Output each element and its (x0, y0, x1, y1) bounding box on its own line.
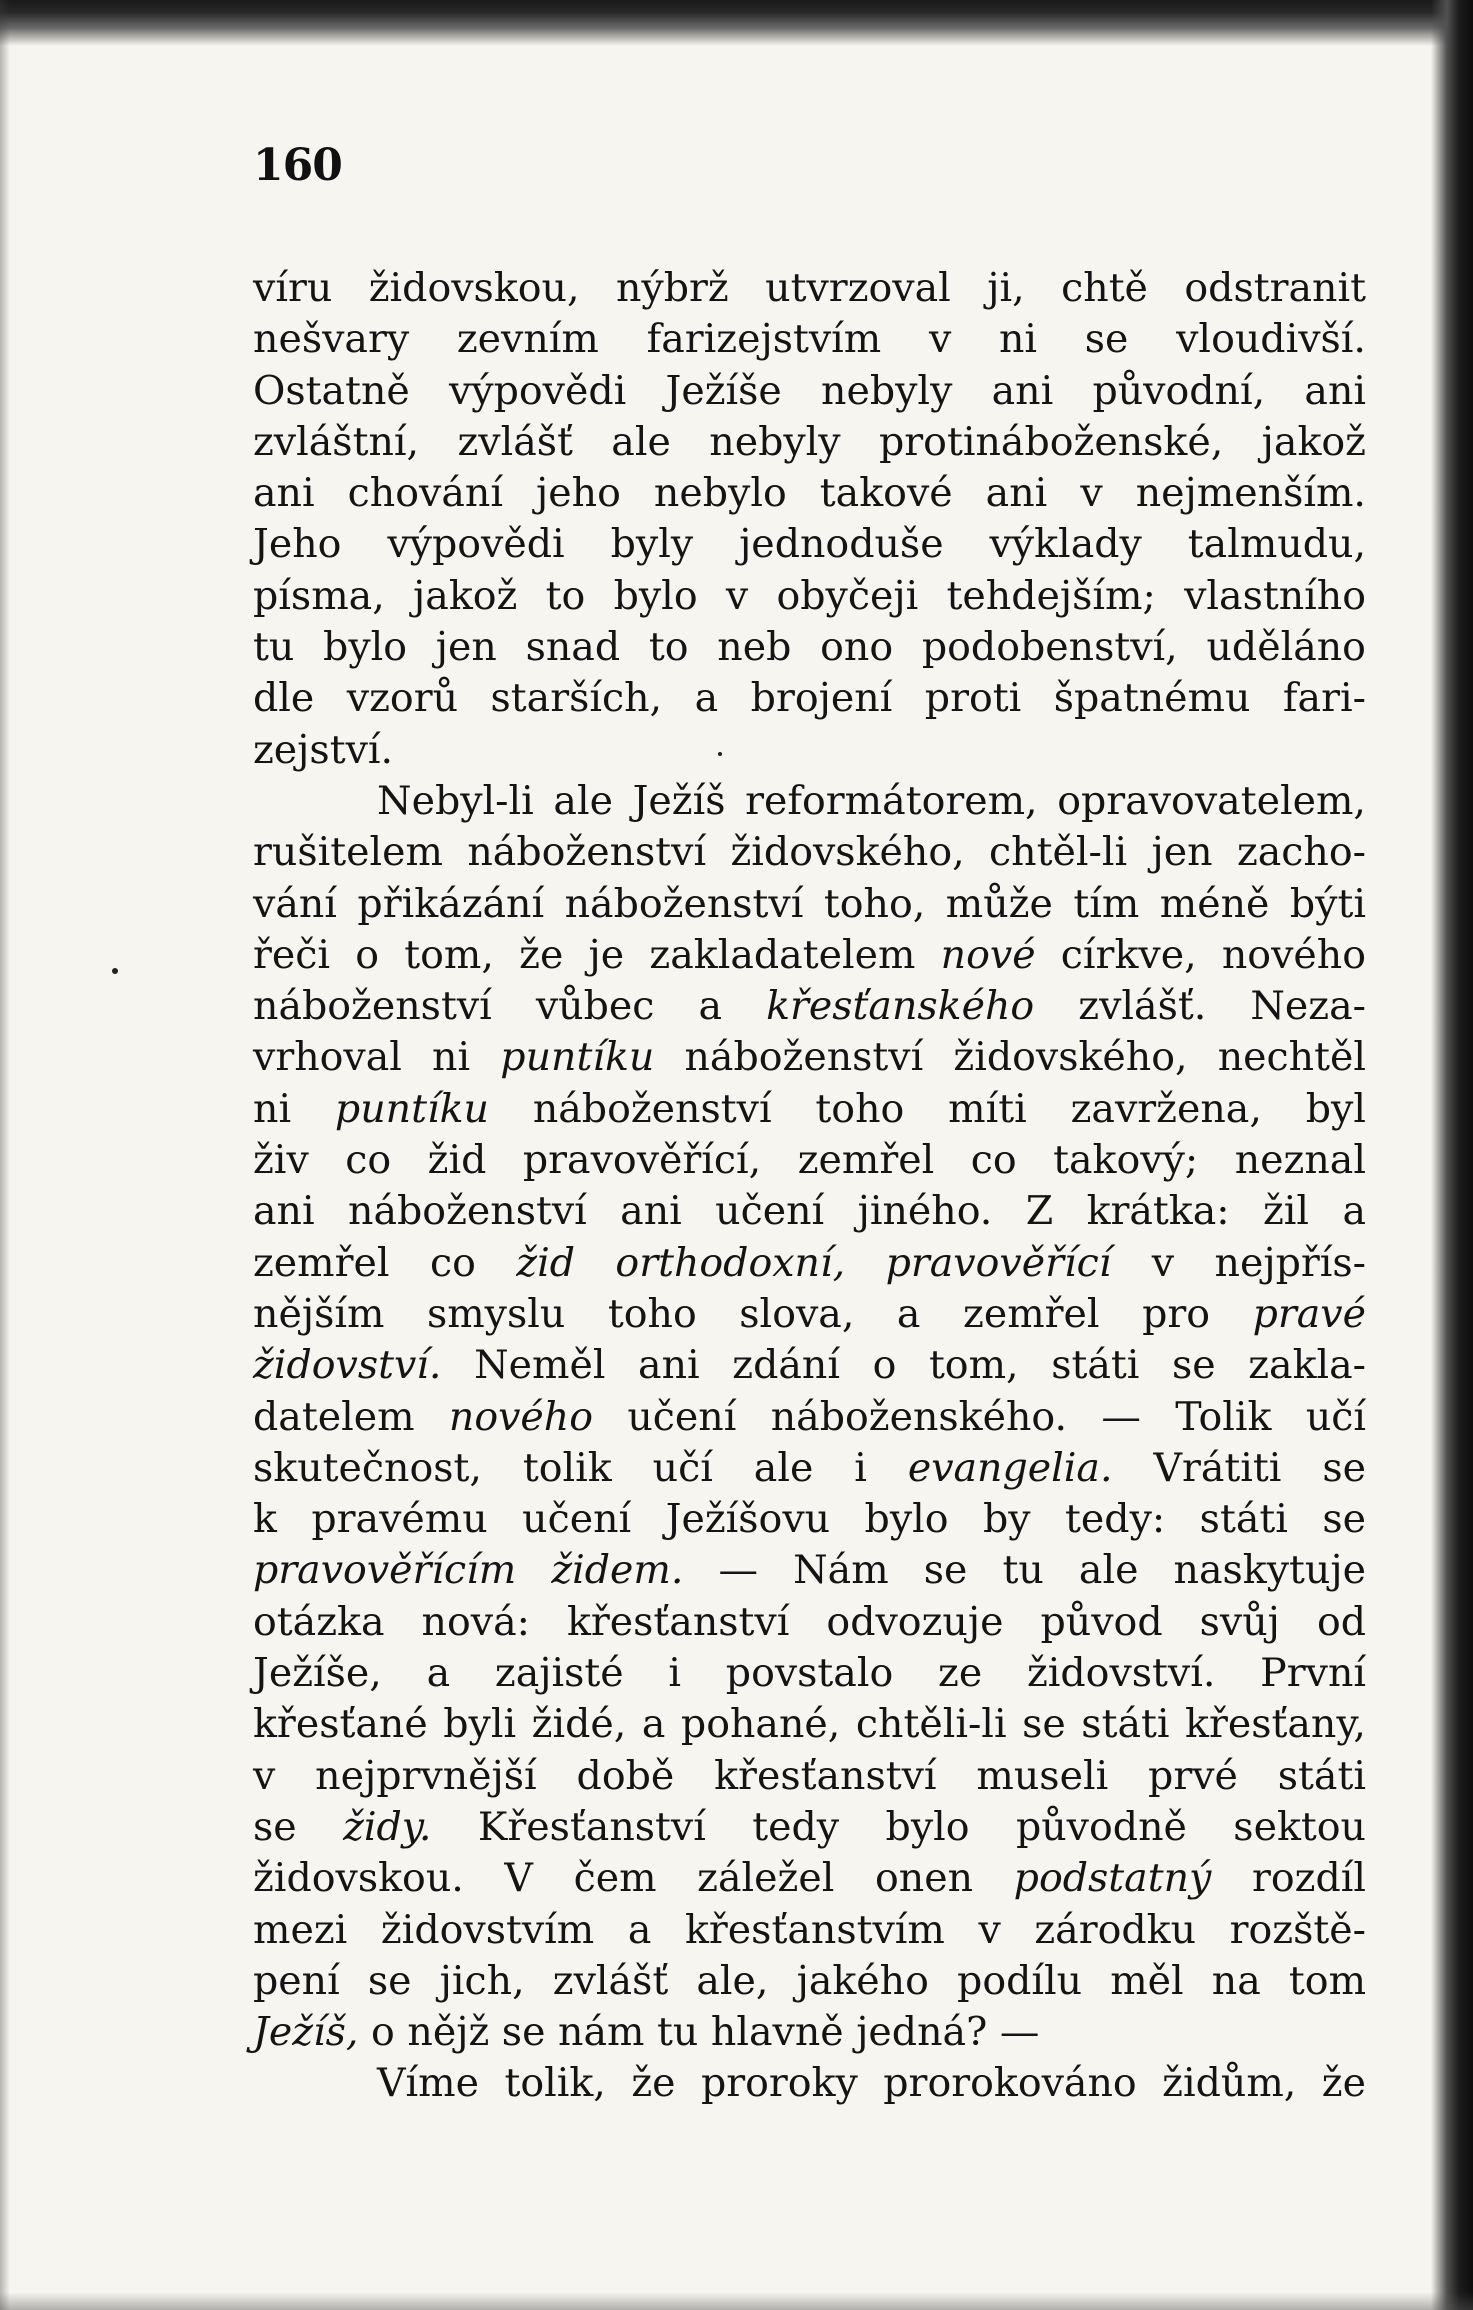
text-line: datelem nového učení náboženského. — Tolik učí (253, 1393, 1367, 1440)
text-line: židovství. Neměl ani zdání o tom, státi se zakla- (253, 1342, 1367, 1389)
ink-speck (112, 968, 118, 974)
text-line: tu bylo jen snad to neb ono podobenství, uděláno (253, 624, 1366, 671)
text-line: pravověřícím židem. — Nám se tu ale naskytuje (253, 1547, 1366, 1594)
text-line: vrhoval ni puntíku náboženství židovského, nechtěl (253, 1034, 1366, 1081)
scan-top-edge-shadow (0, 0, 1473, 46)
text-line: v nejprvnější době křesťanství museli prvé státi (253, 1752, 1366, 1799)
text-line: řeči o tom, že je zakladatelem nové církve, nového (253, 931, 1366, 978)
text-line: mezi židovstvím a křesťanstvím v zárodku rozště- (253, 1906, 1366, 1953)
text-line: ni puntíku náboženství toho míti zavržena, byl (253, 1085, 1366, 1132)
text-line: pení se jich, zvlášť ale, jakého podílu měl na tom (253, 1957, 1367, 2004)
italic-emphasis: evangelia. (907, 1444, 1113, 1491)
italic-emphasis: židovství. (253, 1342, 442, 1389)
text-line: živ co žid pravověřící, zemřel co takový; neznal (253, 1137, 1366, 1184)
text-line: víru židovskou, nýbrž utvrzoval ji, chtě odstranit (253, 265, 1366, 311)
text-line: ani náboženství ani učení jiného. Z krátka: žil a (253, 1188, 1367, 1235)
scan-right-edge-shadow (1431, 0, 1473, 2310)
text-line-paragraph-start: Nebyl-li ale Ježíš reformátorem, opravovatelem, (377, 777, 1366, 824)
text-line: nešvary zevním farizejstvím v ni se vloudivší. (253, 316, 1366, 363)
scan-left-edge-shadow (0, 0, 10, 2310)
italic-emphasis: puntíku (500, 1034, 655, 1081)
text-line: otázka nová: křesťanství odvozuje původ svůj od (253, 1598, 1367, 1645)
text-line: Ježíš, o nějž se nám tu hlavně jedná? — (253, 2009, 1040, 2056)
italic-emphasis: nového (448, 1393, 594, 1440)
text-line: se židy. Křesťanství tedy bylo původně sektou (253, 1803, 1366, 1850)
italic-emphasis: podstatný (1013, 1855, 1212, 1902)
italic-emphasis: Ježíš, (253, 2009, 359, 2056)
text-line: křesťané byli židé, a pohané, chtěli-li se státi křesťany, (253, 1701, 1366, 1748)
text-line-paragraph-start: Víme tolik, že proroky prorokováno židům, že (377, 2060, 1366, 2107)
italic-emphasis: pravověřícím židem. (253, 1547, 684, 1594)
body-text (253, 263, 1366, 2110)
italic-emphasis: židy. (343, 1803, 432, 1850)
text-line: dle vzorů starších, a brojení proti špatnému fari- (253, 675, 1366, 722)
text-line: skutečnost, tolik učí ale i evangelia. Vrátiti se (253, 1444, 1366, 1491)
scan-bottom-edge-shadow (0, 2292, 1473, 2310)
italic-emphasis: žid orthodoxní, pravověřící (516, 1239, 1112, 1286)
text-line: nějším smyslu toho slova, a zemřel pro pravé (253, 1290, 1366, 1337)
text-line: zemřel co žid orthodoxní, pravověřící v nejpřís- (253, 1239, 1366, 1286)
text-line: zvláštní, zvlášť ale nebyly protináboženské, jakož (253, 418, 1366, 465)
text-line: zejství. (253, 726, 394, 773)
text-line: Ježíše, a zajisté i povstalo ze židovství. První (253, 1650, 1367, 1697)
italic-emphasis: křesťanského (766, 983, 1035, 1030)
text-line: Ostatně výpovědi Ježíše nebyly ani původní, ani (253, 367, 1367, 414)
text-line: náboženství vůbec a křesťanského zvlášť. Neza- (253, 983, 1366, 1030)
text-line: židovskou. V čem záležel onen podstatný rozdíl (253, 1855, 1366, 1902)
text-line: písma, jakož to bylo v obyčeji tehdejším; vlastního (253, 572, 1367, 619)
italic-emphasis: nové (940, 931, 1036, 978)
text-line: Jeho výpovědi byly jednoduše výklady talmudu, (253, 521, 1366, 568)
italic-emphasis: pravé (1252, 1290, 1366, 1337)
text-line: k pravému učení Ježíšovu bylo by tedy: státi se (253, 1496, 1366, 1543)
italic-emphasis: puntíku (334, 1085, 489, 1132)
text-line: vání přikázání náboženství toho, může tím méně býti (253, 880, 1366, 927)
page-number: 160 (253, 140, 342, 191)
text-line: rušitelem náboženství židovského, chtěl-li jen zacho- (253, 829, 1366, 876)
text-line: ani chování jeho nebylo takové ani v nejmenším. (253, 470, 1366, 517)
